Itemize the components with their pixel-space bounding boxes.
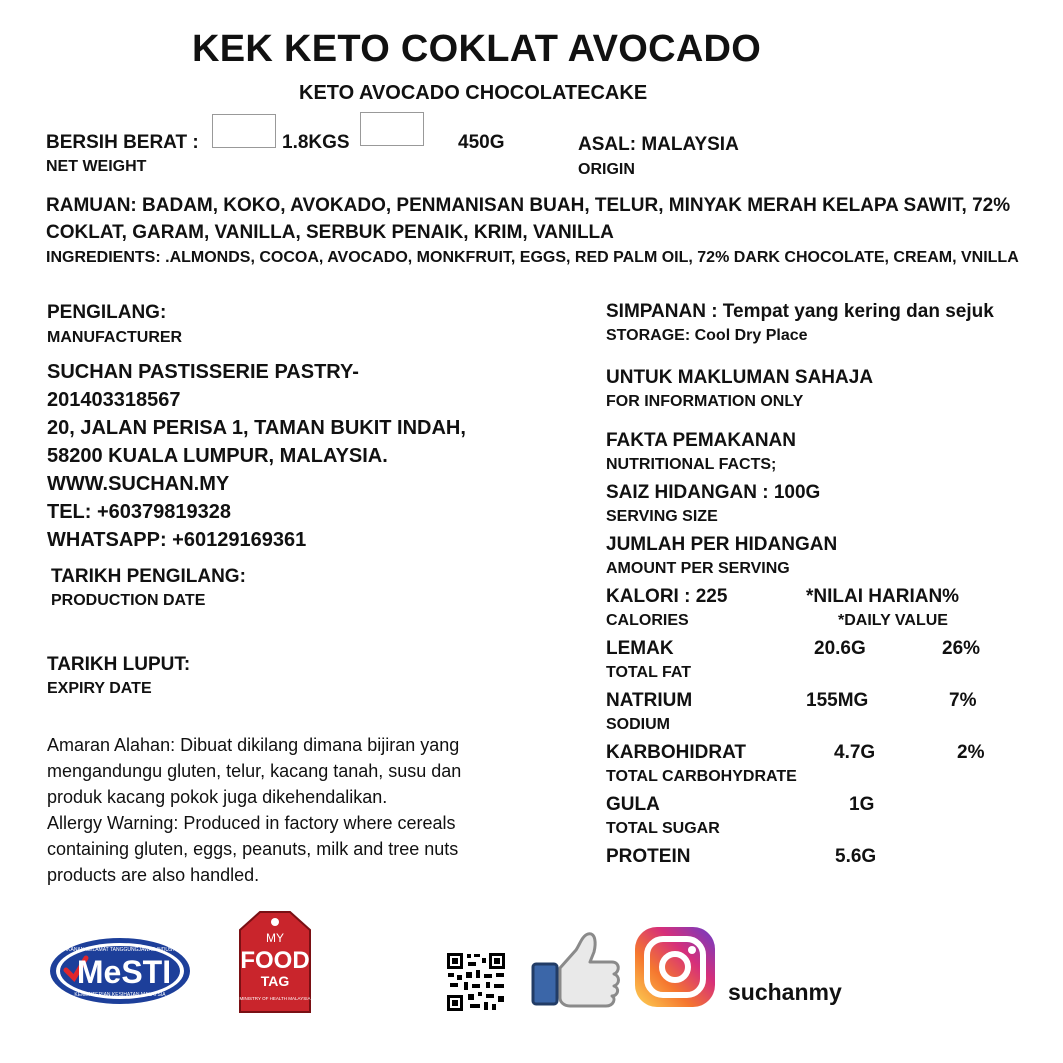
manufacturer-line: 20, JALAN PERISA 1, TAMAN BUKIT INDAH,: [47, 417, 466, 439]
manufacturer-line: SUCHAN PASTISSERIE PASTRY-: [47, 361, 359, 383]
nutrient-amount: 155MG: [806, 690, 869, 711]
calories-sublabel: CALORIES: [606, 612, 689, 629]
nutrient-sub: TOTAL SUGAR: [606, 820, 720, 837]
nutrient-name: PROTEIN: [606, 846, 691, 867]
nutrient-amount: 1G: [849, 794, 875, 815]
net-weight-sublabel: NET WEIGHT: [46, 158, 147, 175]
mesti-top-text: MAKANAN SELAMAT TANGGUNGJAWAB INDUSTRI: [59, 947, 181, 953]
nutrient-sub: TOTAL CARBOHYDRATE: [606, 768, 797, 785]
nutrient-name: LEMAK: [606, 638, 674, 659]
info-sublabel: FOR INFORMATION ONLY: [606, 393, 804, 410]
instagram-icon: [634, 926, 716, 1008]
manufacturer-label: PENGILANG:: [47, 302, 167, 323]
product-title: KEK KETO COKLAT AVOCADO: [192, 28, 762, 70]
mesti-bottom-text: KEMENTERIAN KESIHATAN MALAYSIA: [74, 992, 166, 998]
storage-sublabel: STORAGE: Cool Dry Place: [606, 327, 808, 344]
ingredients-english: INGREDIENTS: .ALMONDS, COCOA, AVOCADO, MONKFRUIT, EGGS, RED PALM OIL, 72% DARK CHOCOLATE, CREAM, VNILLA: [46, 249, 1019, 266]
manufacturer-line: WHATSAPP: +60129169361: [47, 529, 307, 551]
serving-size-label: SAIZ HIDANGAN : 100G: [606, 482, 821, 503]
manufacturer-line: 201403318567: [47, 389, 181, 411]
amount-per-serving-label: JUMLAH PER HIDANGAN: [606, 534, 838, 555]
thumbs-up-icon: [530, 928, 622, 1008]
nutrient-sub: SODIUM: [606, 716, 670, 733]
nutrition-sublabel: NUTRITIONAL FACTS;: [606, 456, 777, 473]
ingredients-malay: RAMUAN: BADAM, KOKO, AVOKADO, PENMANISAN BUAH, TELUR, MINYAK MERAH KELAPA SAWIT, 72% COKLAT, GARAM, VANILLA, SERBUK PENAIK, KRIM, VANILLA: [46, 195, 1011, 243]
info-label: UNTUK MAKLUMAN SAHAJA: [606, 367, 874, 388]
production-date-label: TARIKH PENGILANG:: [51, 566, 246, 587]
weight-checkbox-1: [212, 114, 276, 148]
serving-size-sublabel: SERVING SIZE: [606, 508, 718, 525]
net-weight-value-1: 1.8KGS: [282, 132, 350, 153]
nutrient-dv: 26%: [942, 638, 981, 659]
tag-my-text: MY: [266, 931, 284, 945]
tag-ministry-text: MINISTRY OF HEALTH MALAYSIA: [239, 996, 311, 1001]
amount-per-serving-sublabel: AMOUNT PER SERVING: [606, 560, 790, 577]
expiry-date-sublabel: EXPIRY DATE: [47, 680, 152, 697]
mesti-text: MeSTI: [76, 954, 172, 990]
production-date-sublabel: PRODUCTION DATE: [51, 592, 206, 609]
storage-label: SIMPANAN : Tempat yang kering dan sejuk: [606, 301, 994, 322]
manufacturer-line: 58200 KUALA LUMPUR, MALAYSIA.: [47, 445, 388, 467]
net-weight-label: BERSIH BERAT :: [46, 132, 199, 153]
nutrient-name: KARBOHIDRAT: [606, 742, 747, 763]
nutrient-name: GULA: [606, 794, 660, 815]
myfoodtag-logo: [238, 910, 312, 1014]
instagram-handle: suchanmy: [728, 979, 842, 1005]
weight-checkbox-2: [360, 112, 424, 146]
nutrient-amount: 4.7G: [834, 742, 876, 763]
tag-tag-text: TAG: [260, 973, 290, 989]
manufacturer-sublabel: MANUFACTURER: [47, 329, 183, 346]
origin-label: ASAL: MALAYSIA: [578, 134, 739, 155]
tag-food-text: FOOD: [240, 947, 310, 974]
mesti-logo: [48, 936, 192, 1006]
nutrient-amount: 5.6G: [835, 846, 877, 867]
origin-sublabel: ORIGIN: [578, 161, 635, 178]
manufacturer-line: WWW.SUCHAN.MY: [47, 473, 230, 495]
daily-value-label: *NILAI HARIAN%: [806, 586, 960, 607]
manufacturer-address: [47, 358, 466, 554]
expiry-date-label: TARIKH LUPUT:: [47, 654, 191, 675]
nutrient-dv: 7%: [949, 690, 977, 711]
daily-value-sublabel: *DAILY VALUE: [838, 612, 948, 629]
calories-label: KALORI : 225: [606, 586, 728, 607]
qr-code-icon: [446, 952, 506, 1012]
nutrient-sub: TOTAL FAT: [606, 664, 692, 681]
nutrition-label: FAKTA PEMAKANAN: [606, 430, 796, 451]
nutrient-dv: 2%: [957, 742, 985, 763]
allergy-warning-malay: Amaran Alahan: Dibuat dikilang dimana bijiran yang mengandungu gluten, telur, kacang tanah, susu dan produk kacang pokok juga dikehendalikan.: [47, 735, 462, 807]
allergy-warning-english: Allergy Warning: Produced in factory where cereals containing gluten, eggs, peanuts, milk and tree nuts products are also handled.: [47, 813, 459, 885]
nutrient-amount: 20.6G: [814, 638, 866, 659]
manufacturer-line: TEL: +60379819328: [47, 501, 232, 523]
nutrient-name: NATRIUM: [606, 690, 693, 711]
net-weight-value-2: 450G: [458, 132, 505, 153]
product-subtitle: KETO AVOCADO CHOCOLATECAKE: [299, 82, 648, 104]
